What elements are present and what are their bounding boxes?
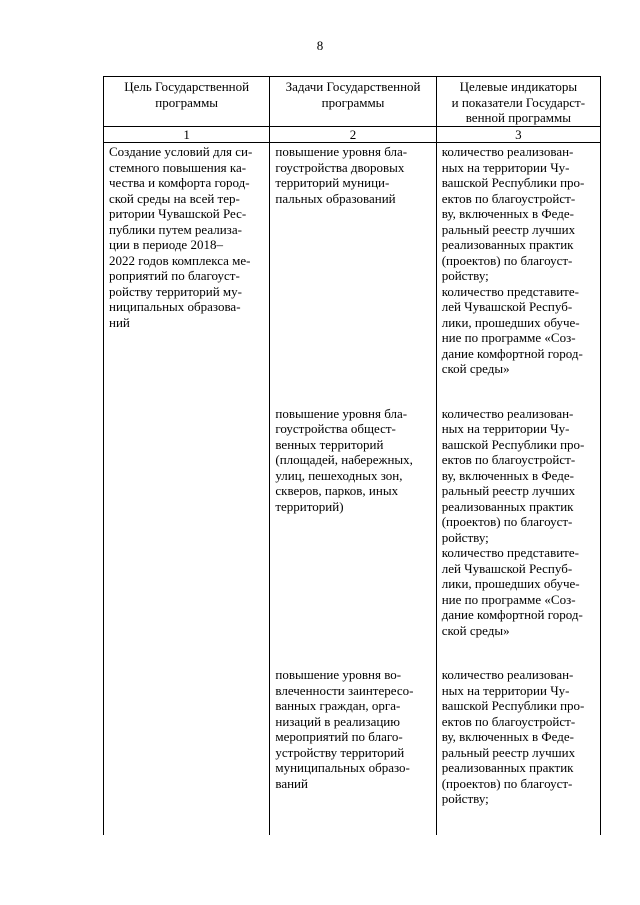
indicator-cell: количество реализован- ных на территории Чу- вашской Республики про- ектов по благоустройст- ву, включенных в Феде- ральный реестр лучших реализованных практик (проектов) по благоуст- ройству; количество представите- лей Чувашской Респуб- лики, прошедших обуче- ние по программе «Соз- дание комфортной город- ской среды» xyxy=(436,143,600,405)
header-indicators: Целевые индикаторы и показатели Государст- венной программы xyxy=(436,77,600,127)
indicator-cell: количество реализован- ных на территории Чу- вашской Республики про- ектов по благоустройст- ву, включенных в Феде- ральный реестр лучших реализованных практик (проектов) по благоуст- ройству; количество представите- лей Чувашской Респуб- лики, прошедших обуче- ние по программе «Соз- дание комфортной город- ской среды» xyxy=(436,405,600,667)
header-tasks: Задачи Государственной программы xyxy=(270,77,436,127)
column-number-1: 1 xyxy=(104,126,270,143)
table-header-row xyxy=(104,77,601,127)
column-number-row xyxy=(104,126,601,143)
program-table xyxy=(103,76,601,835)
column-number-3: 3 xyxy=(436,126,600,143)
table-row xyxy=(104,143,601,405)
task-cell: повышение уровня бла- гоустройства дворовых территорий муници- пальных образований xyxy=(270,143,436,405)
indicator-cell: количество реализован- ных на территории Чу- вашской Республики про- ектов по благоустройст- ву, включенных в Феде- ральный реестр лучших реализованных практик (проектов) по благоуст- ройству; xyxy=(436,666,600,835)
column-number-2: 2 xyxy=(270,126,436,143)
goal-cell: Создание условий для си- стемного повышения ка- чества и комфорта город- ской среды на всей тер- ритории Чувашской Рес- публики путем реализа- ции в периоде 2018– 2022 годов комплекса ме- роприятий по благоуст- ройству территорий му- ниципальных образова- ний xyxy=(104,143,270,835)
task-cell: повышение уровня во- влеченности заинтересо- ванных граждан, орга- низаций в реализацию мероприятий по благо- устройству территорий муниципальных образо- ваний xyxy=(270,666,436,835)
task-cell: повышение уровня бла- гоустройства общест- венных территорий (площадей, набережных, улиц, пешеходных зон, скверов, парков, иных территорий) xyxy=(270,405,436,667)
page-number: 8 xyxy=(316,38,324,53)
header-goal: Цель Государственной программы xyxy=(104,77,270,127)
